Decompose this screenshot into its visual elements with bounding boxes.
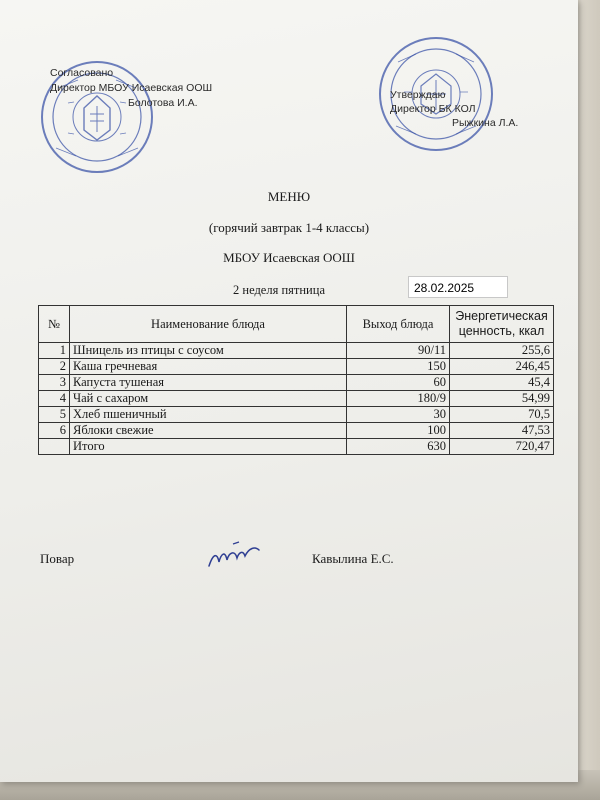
row-name: Шницель из птицы с соусом (70, 343, 347, 359)
row-num: 1 (39, 343, 70, 359)
table-row (39, 359, 554, 375)
approval-left-line1: Согласовано (50, 67, 114, 79)
menu-table (38, 305, 554, 455)
approval-right (390, 88, 518, 130)
total-num (39, 439, 70, 455)
row-name: Чай с сахаром (70, 391, 347, 407)
row-kcal: 45,4 (450, 375, 554, 391)
header-name: Наименование блюда (70, 306, 347, 343)
menu-subtitle: (горячий завтрак 1-4 классы) (208, 220, 370, 235)
approval-left-line2: Директор МБОУ Исаевская ООШ (50, 82, 213, 94)
row-kcal: 255,6 (450, 343, 554, 359)
total-label: Итого (70, 439, 347, 455)
date-field: 28.02.2025 (408, 276, 508, 298)
approval-right-line2: Директор БК КОЛ (390, 103, 476, 115)
row-output: 180/9 (347, 391, 450, 407)
table-row (39, 375, 554, 391)
approval-left (50, 66, 212, 111)
approval-right-line1: Утверждаю (390, 89, 446, 101)
row-num: 5 (39, 407, 70, 423)
row-kcal: 47,53 (450, 423, 554, 439)
school-name: МБОУ Исаевская ООШ (223, 250, 355, 265)
row-output: 60 (347, 375, 450, 391)
row-num: 3 (39, 375, 70, 391)
cook-label: Повар (40, 551, 75, 566)
row-kcal: 54,99 (450, 391, 554, 407)
row-output: 150 (347, 359, 450, 375)
table-total-row (39, 439, 554, 455)
table-row (39, 407, 554, 423)
row-output: 100 (347, 423, 450, 439)
header-energy: Энергетическая ценность, ккал (450, 306, 554, 343)
total-output: 630 (347, 439, 450, 455)
row-num: 2 (39, 359, 70, 375)
row-num: 6 (39, 423, 70, 439)
row-name: Каша гречневая (70, 359, 347, 375)
table-row (39, 343, 554, 359)
row-output: 30 (347, 407, 450, 423)
approval-left-line3: Болотова И.А. (128, 97, 198, 109)
header-output: Выход блюда (347, 306, 450, 343)
row-kcal: 70,5 (450, 407, 554, 423)
row-output: 90/11 (347, 343, 450, 359)
row-name: Яблоки свежие (70, 423, 347, 439)
row-num: 4 (39, 391, 70, 407)
menu-title: МЕНЮ (267, 189, 311, 204)
row-kcal: 246,45 (450, 359, 554, 375)
signature-icon (205, 540, 265, 572)
table-header-row (39, 306, 554, 343)
cook-name: Кавылина Е.С. (312, 551, 394, 566)
total-kcal: 720,47 (450, 439, 554, 455)
week-day: 2 неделя пятница (233, 283, 325, 297)
header-num: № (39, 306, 70, 343)
row-name: Хлеб пшеничный (70, 407, 347, 423)
table-row (39, 391, 554, 407)
table-row (39, 423, 554, 439)
approval-right-line3: Рыжкина Л.А. (452, 117, 519, 129)
row-name: Капуста тушеная (70, 375, 347, 391)
